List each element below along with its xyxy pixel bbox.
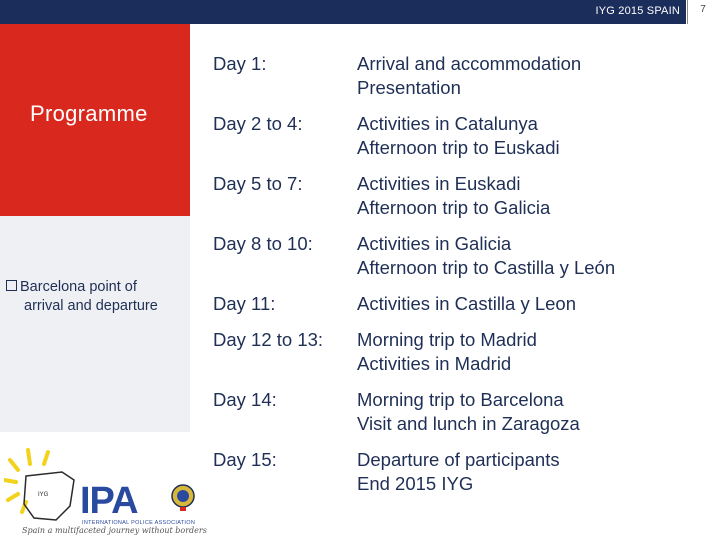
schedule-description (357, 292, 707, 316)
schedule-day: Day 5 to 7: (213, 173, 303, 194)
bullet-line-1: Barcelona point of (20, 279, 137, 295)
schedule-description (357, 52, 707, 100)
schedule-line: Activities in Catalunya (357, 113, 538, 134)
schedule-line: End 2015 IYG (357, 473, 474, 494)
section-title: Programme (30, 101, 148, 126)
schedule-day: Day 11: (213, 293, 276, 314)
schedule-day: Day 2 to 4: (213, 113, 303, 134)
schedule-line: Activities in Galicia (357, 233, 512, 254)
schedule-line: Morning trip to Barcelona (357, 389, 564, 410)
schedule-description (357, 172, 707, 220)
schedule-line: Afternoon trip to Galicia (357, 197, 551, 218)
schedule-description (357, 388, 707, 436)
schedule-day: Day 12 to 13: (213, 329, 324, 350)
schedule-line: Activities in Madrid (357, 353, 512, 374)
schedule-line: Arrival and accommodation (357, 53, 582, 74)
logo-tagline: Spain a multifaceted journey without borders (22, 526, 207, 535)
schedule-line: Visit and lunch in Zaragoza (357, 413, 580, 434)
schedule-day: Day 1: (213, 53, 267, 74)
police-badge-icon (170, 482, 196, 512)
ipa-logo-area (0, 440, 200, 540)
schedule-day: Day 8 to 10: (213, 233, 313, 254)
schedule-description (357, 448, 707, 496)
bullet-line-2: arrival and departure (24, 298, 158, 314)
schedule-line: Activities in Euskadi (357, 173, 521, 194)
schedule-line: Afternoon trip to Castilla y León (357, 257, 616, 278)
bullet-note (6, 278, 188, 316)
schedule-line: Presentation (357, 77, 461, 98)
schedule-line: Morning trip to Madrid (357, 329, 537, 350)
page-number: 7 (700, 4, 706, 15)
schedule-line: Departure of participants (357, 449, 560, 470)
header-title: IYG 2015 SPAIN (595, 5, 680, 17)
svg-text:IYG: IYG (38, 492, 49, 498)
schedule-description (357, 232, 707, 280)
header-bar (0, 0, 686, 24)
schedule-day: Day 15: (213, 449, 277, 470)
checkbox-bullet-icon (6, 280, 17, 291)
sidebar-notes-panel (0, 216, 190, 432)
ipa-logo-subtitle: INTERNATIONAL POLICE ASSOCIATION (82, 520, 196, 526)
schedule-day: Day 14: (213, 389, 277, 410)
sun-map-logo-icon (4, 446, 80, 538)
ipa-logo-text: IPA (80, 480, 138, 522)
section-title-panel (0, 24, 190, 216)
header-divider (687, 0, 688, 24)
schedule-line: Afternoon trip to Euskadi (357, 137, 560, 158)
schedule-description (357, 328, 707, 376)
schedule-description (357, 112, 707, 160)
schedule-line: Activities in Castilla y Leon (357, 293, 577, 314)
